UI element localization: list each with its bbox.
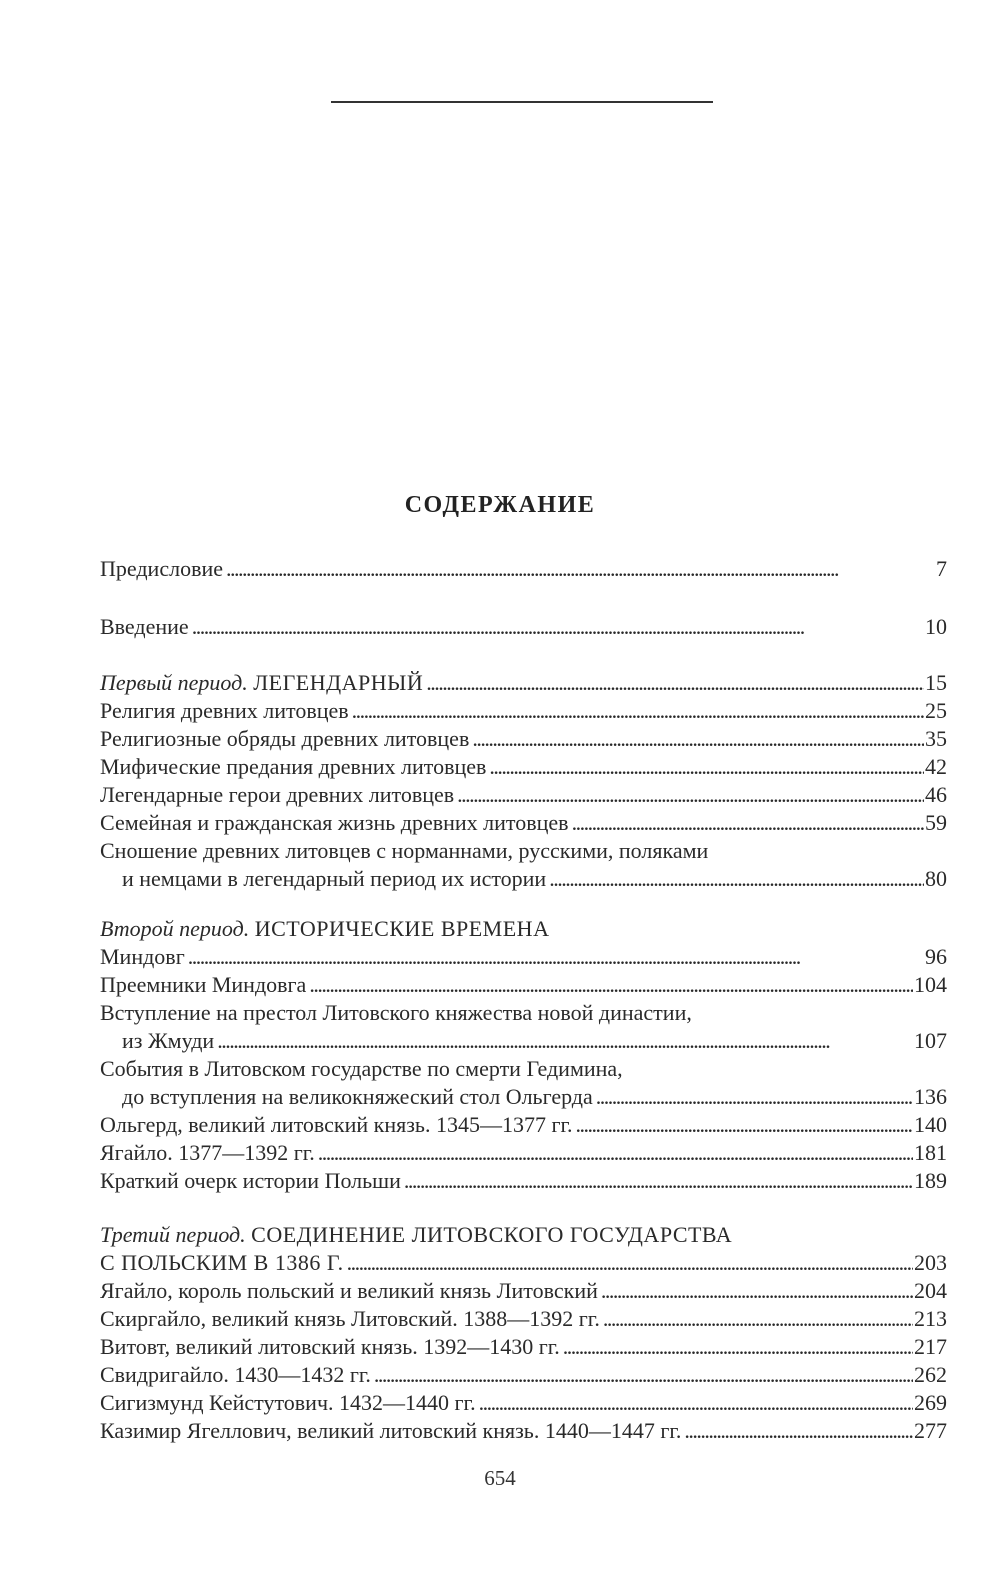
page-number: 654	[484, 1466, 516, 1490]
toc-entry-label: Ягайло. 1377—1392 гг.	[100, 1140, 315, 1165]
toc-entry-page: 189	[914, 1168, 947, 1193]
dot-leader	[476, 1388, 913, 1418]
toc-entry[interactable]	[100, 1332, 947, 1362]
toc-entry[interactable]	[100, 942, 947, 972]
toc-entry-page: 107	[914, 1028, 947, 1053]
toc-entry-page: 277	[914, 1418, 947, 1443]
toc-entry-page: 136	[914, 1084, 947, 1109]
section-name-continued: С ПОЛЬСКИМ В 1386 Г.	[100, 1250, 344, 1275]
toc-entry-label: Мифические предания древних литовцев	[100, 754, 487, 779]
toc-entry-page: 42	[925, 754, 947, 779]
dot-leader	[344, 1248, 913, 1278]
toc-section-period-2[interactable]	[100, 914, 947, 944]
toc-entry[interactable]	[100, 1304, 947, 1334]
section-name: ИСТОРИЧЕСКИЕ ВРЕМЕНА	[254, 916, 550, 941]
toc-entry[interactable]	[100, 808, 947, 838]
dot-leader	[573, 1110, 913, 1140]
section-name: СОЕДИНЕНИЕ ЛИТОВСКОГО ГОСУДАРСТВА	[251, 1222, 733, 1247]
toc-entry-label: и немцами в легендарный период их истории	[122, 866, 547, 891]
toc-entry-label: Ягайло, король польский и великий князь Литовский	[100, 1278, 598, 1303]
dot-leader	[423, 668, 924, 698]
toc-entry-label: Религия древних литовцев	[100, 698, 349, 723]
toc-section-period-1[interactable]	[100, 668, 947, 698]
dot-leader	[189, 612, 924, 642]
dot-leader	[569, 808, 924, 838]
toc-entry[interactable]	[100, 1276, 947, 1306]
toc-entry[interactable]	[100, 1360, 947, 1390]
dot-leader	[223, 554, 935, 584]
dot-leader	[315, 1138, 913, 1168]
toc-entry[interactable]	[100, 752, 947, 782]
toc-entry[interactable]	[122, 864, 947, 894]
dot-leader	[454, 780, 924, 810]
toc-entry[interactable]	[122, 1026, 947, 1056]
toc-entry[interactable]	[100, 1110, 947, 1140]
toc-entry[interactable]	[100, 970, 947, 1000]
toc-entry-page: 269	[914, 1390, 947, 1415]
toc-entry-label: Свидригайло. 1430—1432 гг.	[100, 1362, 371, 1387]
toc-entry[interactable]	[100, 724, 947, 754]
dot-leader	[681, 1416, 913, 1446]
toc-entry-page: 203	[914, 1250, 947, 1275]
dot-leader	[401, 1166, 913, 1196]
toc-entry[interactable]	[100, 780, 947, 810]
dot-leader	[371, 1360, 913, 1390]
dot-leader	[546, 864, 924, 894]
dot-leader	[469, 724, 924, 754]
toc-entry[interactable]	[100, 1166, 947, 1196]
toc-entry-page: 7	[936, 556, 947, 581]
toc-entry-label: Миндовг	[100, 944, 185, 969]
toc-entry-page: 15	[925, 670, 947, 695]
section-prefix: Второй период.	[100, 916, 250, 941]
toc-entry-introduction[interactable]	[100, 612, 947, 642]
toc-entry-label: Скиргайло, великий князь Литовский. 1388—1392 гг.	[100, 1306, 600, 1331]
toc-entry-label: Религиозные обряды древних литовцев	[100, 726, 470, 751]
toc-entry-label: Ольгерд, великий литовский князь. 1345—1377 гг.	[100, 1112, 573, 1137]
toc-entry-page: 59	[925, 810, 947, 835]
toc-entry-label: из Жмуди	[122, 1028, 215, 1053]
toc-entry-page: 96	[925, 944, 947, 969]
toc-entry-label: Введение	[100, 614, 189, 639]
section-prefix: Первый период.	[100, 670, 248, 695]
toc-entry-page: 217	[914, 1334, 947, 1359]
dot-leader	[185, 942, 924, 972]
toc-entry[interactable]	[100, 1416, 947, 1446]
dot-leader	[600, 1304, 913, 1334]
toc-entry-label: Легендарные герои древних литовцев	[100, 782, 455, 807]
toc-entry-line[interactable]: Сношение древних литовцев с норманнами, русскими, поляками	[100, 838, 709, 863]
toc-entry-page: 80	[925, 866, 947, 891]
toc-section-period-3[interactable]	[100, 1220, 947, 1250]
toc-entry[interactable]	[100, 1138, 947, 1168]
toc-entry-label: Сигизмунд Кейстутович. 1432—1440 гг.	[100, 1390, 476, 1415]
toc-entry-label: до вступления на великокняжеский стол Ольгерда	[122, 1084, 593, 1109]
toc-entry[interactable]	[100, 1388, 947, 1418]
toc-entry-label: Предисловие	[100, 556, 223, 581]
dot-leader	[306, 970, 913, 1000]
toc-entry-page: 25	[925, 698, 947, 723]
toc-entry-page: 10	[925, 614, 947, 639]
toc-entry-label: Казимир Ягеллович, великий литовский князь. 1440—1447 гг.	[100, 1418, 682, 1443]
toc-title: СОДЕРЖАНИЕ	[404, 492, 596, 518]
section-prefix: Третий период.	[100, 1222, 246, 1247]
toc-entry-page: 104	[914, 972, 947, 997]
toc-section-period-3-line-2[interactable]	[100, 1248, 947, 1278]
dot-leader	[214, 1026, 913, 1056]
toc-entry-label: Семейная и гражданская жизнь древних литовцев	[100, 810, 569, 835]
header-rule	[331, 101, 713, 103]
toc-entry-line[interactable]: Вступление на престол Литовского княжества новой династии,	[100, 1000, 692, 1025]
toc-entry-label: Преемники Миндовга	[100, 972, 307, 997]
toc-entry-page: 181	[914, 1140, 947, 1165]
dot-leader	[598, 1276, 913, 1306]
toc-entry-label: Краткий очерк истории Польши	[100, 1168, 401, 1193]
dot-leader	[560, 1332, 913, 1362]
toc-entry-page: 213	[914, 1306, 947, 1331]
toc-entry-page: 140	[914, 1112, 947, 1137]
dot-leader	[593, 1082, 913, 1112]
toc-entry-line[interactable]: События в Литовском государстве по смерти Гедимина,	[100, 1056, 623, 1081]
toc-entry[interactable]	[100, 696, 947, 726]
toc-entry-page: 204	[914, 1278, 947, 1303]
toc-entry-label: Витовт, великий литовский князь. 1392—1430 гг.	[100, 1334, 560, 1359]
section-heading	[100, 668, 423, 698]
toc-entry-page: 262	[914, 1362, 947, 1387]
toc-entry-page: 46	[925, 782, 947, 807]
section-name: ЛЕГЕНДАРНЫЙ	[253, 670, 424, 695]
dot-leader	[486, 752, 924, 782]
toc-entry-preface[interactable]	[100, 554, 947, 584]
toc-entry[interactable]	[122, 1082, 947, 1112]
toc-entry-page: 35	[925, 726, 947, 751]
dot-leader	[349, 696, 924, 726]
